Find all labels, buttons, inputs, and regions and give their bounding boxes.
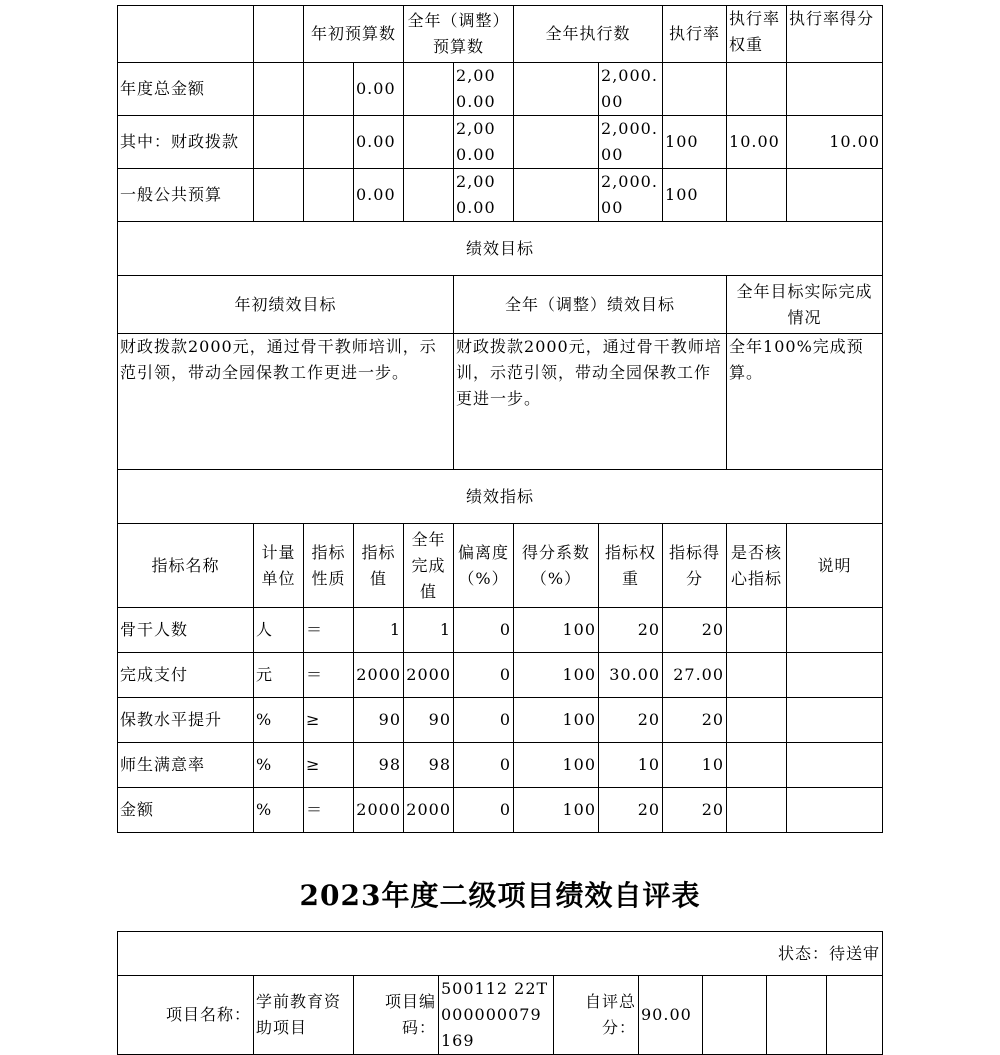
ind-target: 90 <box>354 698 404 743</box>
project-code-value: 500112 22T000000079169 <box>439 976 554 1055</box>
ind-unit: % <box>254 743 304 788</box>
ind-core <box>727 653 787 698</box>
goals-initial-header: 年初绩效目标 <box>118 276 454 334</box>
goals-adjusted-header: 全年（调整）绩效目标 <box>454 276 727 334</box>
status-text: 状态：待送审 <box>118 932 883 976</box>
indicator-row <box>118 653 883 698</box>
ind-actual: 98 <box>404 743 454 788</box>
ind-weight: 20 <box>599 698 663 743</box>
ind-header-nature: 指标性质 <box>304 524 354 608</box>
budget-rate-value: 100 <box>663 116 727 169</box>
goals-actual-header: 全年目标实际完成情况 <box>727 276 883 334</box>
ind-nature: ≥ <box>304 698 354 743</box>
ind-deviation: 0 <box>454 653 514 698</box>
budget-adjusted-value: 2,000.00 <box>454 63 514 116</box>
ind-unit: % <box>254 698 304 743</box>
header-adjusted-budget: 全年（调整）预算数 <box>404 6 514 63</box>
indicator-row <box>118 743 883 788</box>
indicator-row <box>118 608 883 653</box>
self-score-value: 90.00 <box>639 976 703 1055</box>
project-name-value: 学前教育资助项目 <box>254 976 354 1055</box>
second-table-title: 2023年度二级项目绩效自评表 <box>299 879 701 912</box>
budget-initial-value: 0.00 <box>354 116 404 169</box>
header-executed: 全年执行数 <box>514 6 663 63</box>
ind-deviation: 0 <box>454 743 514 788</box>
ind-core <box>727 743 787 788</box>
project-code-label: 项目编码： <box>354 976 439 1055</box>
ind-name: 保教水平提升 <box>118 698 254 743</box>
ind-coef: 100 <box>514 743 599 788</box>
goals-adjusted-text: 财政拨款2000元，通过骨干教师培训，示范引领，带动全园保教工作更进一步。 <box>454 334 727 470</box>
ind-header-coef: 得分系数（%） <box>514 524 599 608</box>
goals-initial-text: 财政拨款2000元，通过骨干教师培训，示范引领，带动全园保教工作更进一步。 <box>118 334 454 470</box>
ind-coef: 100 <box>514 698 599 743</box>
budget-row <box>118 169 883 222</box>
corner-cell <box>118 6 254 63</box>
ind-deviation: 0 <box>454 608 514 653</box>
header-initial-budget: 年初预算数 <box>304 6 404 63</box>
budget-weight-value <box>727 63 787 116</box>
ind-actual: 90 <box>404 698 454 743</box>
ind-coef: 100 <box>514 788 599 833</box>
ind-target: 2000 <box>354 653 404 698</box>
ind-unit: % <box>254 788 304 833</box>
ind-header-unit: 计量单位 <box>254 524 304 608</box>
ind-actual: 1 <box>404 608 454 653</box>
ind-score: 20 <box>663 698 727 743</box>
goals-actual-text: 全年100%完成预算。 <box>727 334 883 470</box>
ind-header-weight: 指标权重 <box>599 524 663 608</box>
ind-note <box>787 698 883 743</box>
budget-rate-value: 100 <box>663 169 727 222</box>
ind-actual: 2000 <box>404 788 454 833</box>
ind-target: 2000 <box>354 788 404 833</box>
ind-actual: 2000 <box>404 653 454 698</box>
budget-score-value <box>787 169 883 222</box>
budget-weight-value: 10.00 <box>727 116 787 169</box>
ind-score: 20 <box>663 608 727 653</box>
ind-nature: ＝ <box>304 788 354 833</box>
ind-name: 完成支付 <box>118 653 254 698</box>
ind-note <box>787 653 883 698</box>
ind-note <box>787 788 883 833</box>
budget-initial-value: 0.00 <box>354 63 404 116</box>
ind-header-note: 说明 <box>787 524 883 608</box>
budget-score-value <box>787 63 883 116</box>
ind-header-actual: 全年完成值 <box>404 524 454 608</box>
ind-unit: 元 <box>254 653 304 698</box>
ind-coef: 100 <box>514 653 599 698</box>
ind-weight: 20 <box>599 788 663 833</box>
ind-unit: 人 <box>254 608 304 653</box>
budget-executed-value: 2,000.00 <box>599 169 663 222</box>
ind-core <box>727 698 787 743</box>
indicator-row <box>118 788 883 833</box>
ind-deviation: 0 <box>454 788 514 833</box>
budget-rate-value <box>663 63 727 116</box>
budget-adjusted-value: 2,000.00 <box>454 116 514 169</box>
goals-section-title: 绩效目标 <box>118 222 883 276</box>
budget-score-value: 10.00 <box>787 116 883 169</box>
ind-name: 金额 <box>118 788 254 833</box>
ind-weight: 30.00 <box>599 653 663 698</box>
ind-score: 10 <box>663 743 727 788</box>
ind-header-name: 指标名称 <box>118 524 254 608</box>
budget-adjusted-value: 2,000.00 <box>454 169 514 222</box>
ind-note <box>787 608 883 653</box>
ind-weight: 20 <box>599 608 663 653</box>
budget-executed-value: 2,000.00 <box>599 63 663 116</box>
header-exec-rate: 执行率 <box>663 6 727 63</box>
ind-header-target: 指标值 <box>354 524 404 608</box>
budget-row-label: 其中：财政拨款 <box>118 116 254 169</box>
ind-core <box>727 608 787 653</box>
ind-header-deviation: 偏离度（%） <box>454 524 514 608</box>
self-score-label: 自评总分： <box>554 976 639 1055</box>
header-rate-weight: 执行率权重 <box>727 6 787 63</box>
indicator-row <box>118 698 883 743</box>
ind-deviation: 0 <box>454 698 514 743</box>
header-rate-score: 执行率得分 <box>787 6 883 63</box>
performance-table <box>117 5 883 833</box>
ind-name: 师生满意率 <box>118 743 254 788</box>
ind-nature: ≥ <box>304 743 354 788</box>
ind-target: 98 <box>354 743 404 788</box>
budget-row-label: 一般公共预算 <box>118 169 254 222</box>
indicators-section-title: 绩效指标 <box>118 470 883 524</box>
budget-executed-value: 2,000.00 <box>599 116 663 169</box>
budget-initial-value: 0.00 <box>354 169 404 222</box>
budget-row <box>118 116 883 169</box>
budget-row <box>118 63 883 116</box>
project-name-label: 项目名称： <box>118 976 254 1055</box>
ind-core <box>727 788 787 833</box>
ind-weight: 10 <box>599 743 663 788</box>
ind-header-core: 是否核心指标 <box>727 524 787 608</box>
ind-target: 1 <box>354 608 404 653</box>
ind-score: 27.00 <box>663 653 727 698</box>
ind-name: 骨干人数 <box>118 608 254 653</box>
ind-nature: ＝ <box>304 608 354 653</box>
ind-score: 20 <box>663 788 727 833</box>
ind-note <box>787 743 883 788</box>
ind-nature: ＝ <box>304 653 354 698</box>
ind-header-score: 指标得分 <box>663 524 727 608</box>
ind-coef: 100 <box>514 608 599 653</box>
second-table <box>117 931 883 1055</box>
budget-weight-value <box>727 169 787 222</box>
budget-row-label: 年度总金额 <box>118 63 254 116</box>
